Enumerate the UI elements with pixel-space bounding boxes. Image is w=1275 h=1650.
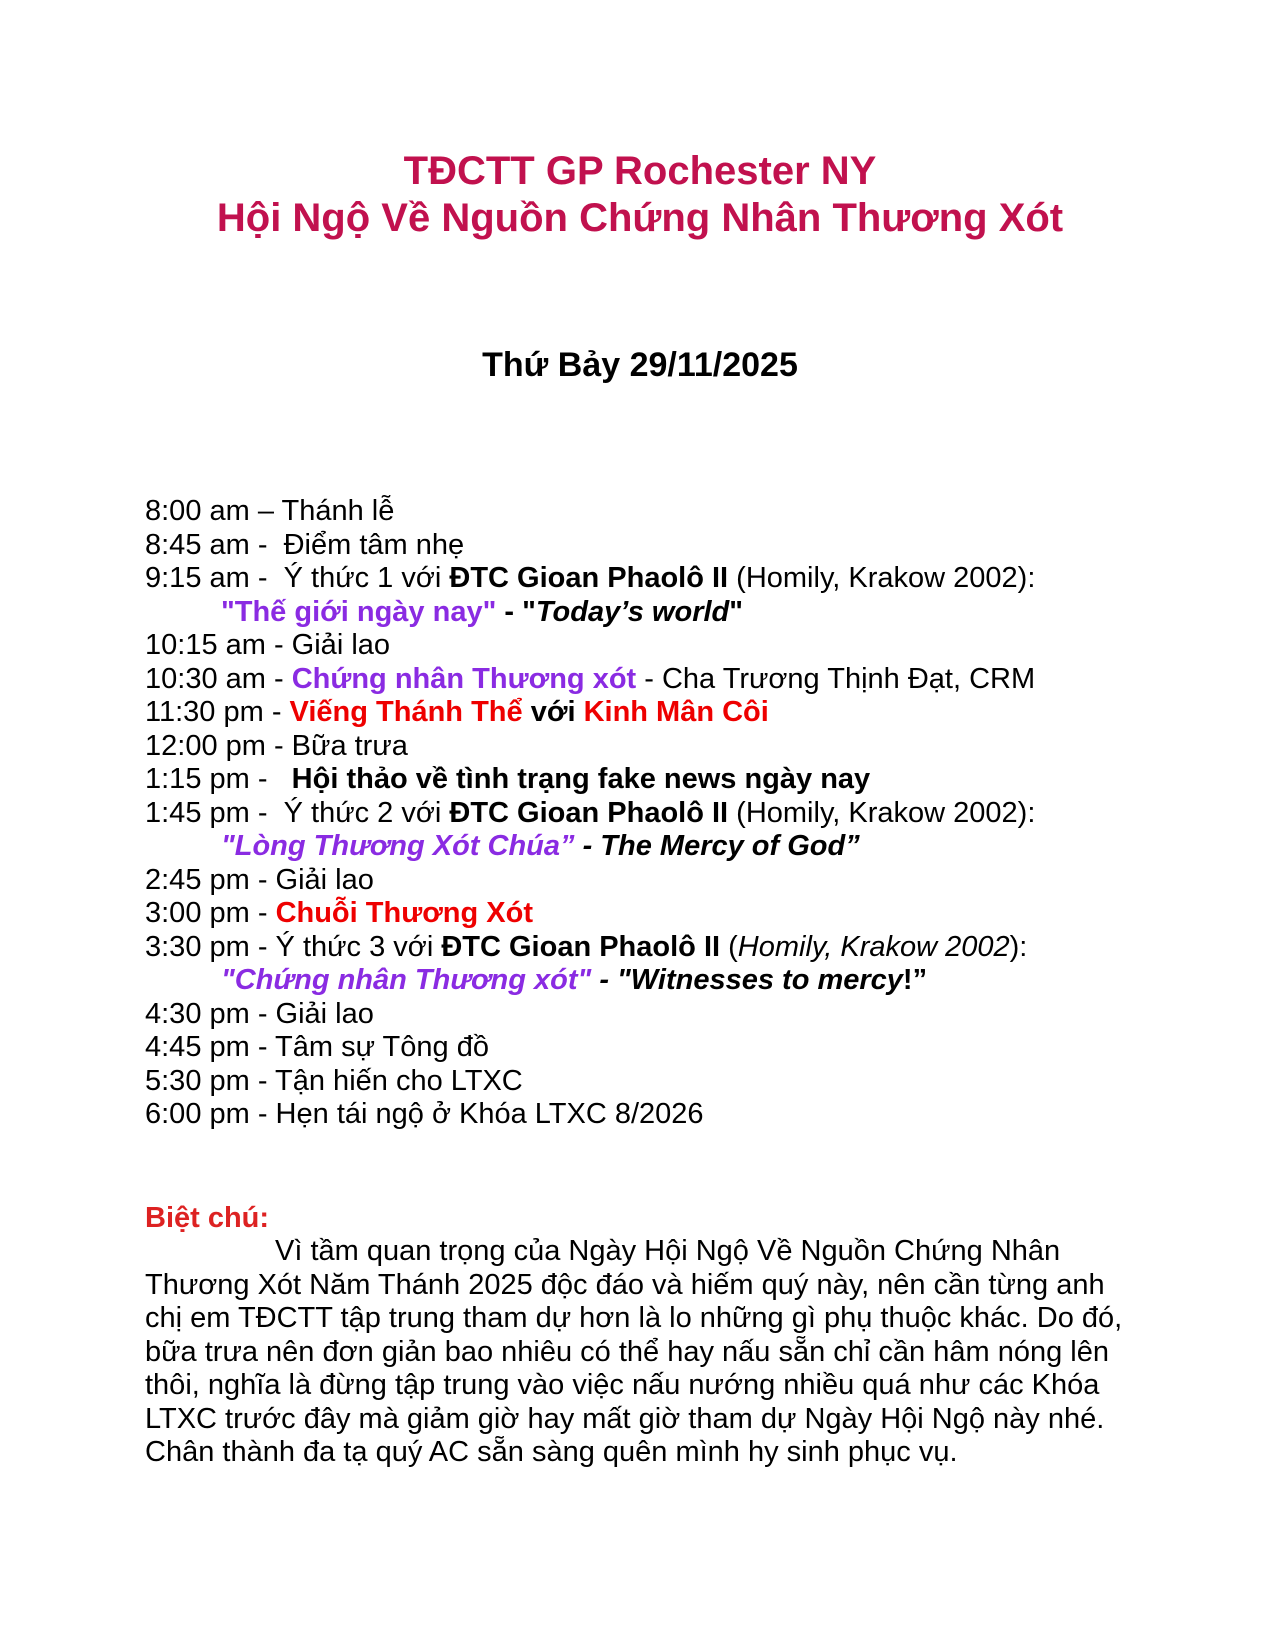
text-segment: Today’s world	[535, 595, 730, 628]
text-segment: 8:45 am - Điểm tâm nhẹ	[145, 528, 465, 561]
schedule-line	[145, 1065, 1135, 1099]
text-segment: ):	[1009, 930, 1028, 963]
text-segment: - "	[496, 595, 536, 628]
text-segment: 9:15 am - Ý thức 1 với	[145, 562, 450, 595]
text-segment: với	[522, 696, 584, 729]
text-segment: Kinh Mân Côi	[583, 696, 769, 729]
note-body: Vì tầm quan trọng của Ngày Hội Ngộ Về Nguồn Chứng Nhân Thương Xót Năm Thánh 2025 độc đáo và hiếm quý này, nên cần từng anh chị em TĐCTT tập trung tham dự hơn là lo những gì phụ thuộc khác. Do đó, bữa trưa nên đơn giản bao nhiêu có thể hay nấu sẵn chỉ cần hâm nóng lên thôi, nghĩa là đừng tập trung vào việc nấu nướng nhiều quá như các Khóa LTXC trước đây mà giảm giờ hay mất giờ tham dự Ngày Hội Ngộ này nhé. Chân thành đa tạ quý AC sẵn sàng quên mình hy sinh phục vụ.	[145, 1235, 1123, 1469]
schedule-line	[145, 495, 1135, 529]
schedule-line	[145, 931, 1135, 965]
text-segment: Homily, Krakow 2002	[737, 930, 1010, 963]
text-segment: (	[720, 930, 738, 963]
schedule-line	[145, 1098, 1135, 1132]
text-segment: - "Witnesses to mercy	[591, 964, 903, 997]
schedule-line	[145, 998, 1135, 1032]
schedule-line	[145, 596, 1135, 630]
text-segment: "Lòng Thương Xót Chúa”	[221, 830, 575, 863]
text-segment: 3:30 pm - Ý thức 3 với	[145, 930, 442, 963]
text-segment: 8:00 am – Thánh lễ	[145, 495, 395, 528]
text-segment: (Homily, Krakow 2002):	[728, 562, 1036, 595]
note-section	[145, 1202, 1135, 1470]
text-segment: 2:45 pm - Giải lao	[145, 863, 374, 896]
schedule-list	[145, 495, 1135, 1132]
text-segment: Hội thảo về tình trạng fake news ngày nay	[291, 763, 871, 796]
text-segment: 3:00 pm -	[145, 897, 276, 930]
text-segment: 4:45 pm - Tâm sự Tông đồ	[145, 1031, 489, 1064]
schedule-line	[145, 629, 1135, 663]
schedule-line	[145, 730, 1135, 764]
text-segment: ĐTC Gioan Phaolô II	[441, 930, 721, 963]
text-segment: 5:30 pm - Tận hiến cho LTXC	[145, 1064, 523, 1097]
text-segment: "Thế giới ngày nay"	[221, 595, 497, 628]
note-label: Biệt chú:	[145, 1201, 270, 1234]
schedule-line	[145, 529, 1135, 563]
text-segment: ĐTC Gioan Phaolô II	[449, 796, 729, 829]
text-segment: "	[729, 595, 743, 628]
text-segment: - Cha Trương Thịnh Đạt, CRM	[636, 662, 1036, 695]
document-header	[145, 148, 1135, 385]
text-segment: ĐTC Gioan Phaolô II	[449, 562, 729, 595]
text-segment: 6:00 pm - Hẹn tái ngộ ở Khóa LTXC 8/2026	[145, 1098, 704, 1131]
schedule-line	[145, 696, 1135, 730]
date-heading: Thứ Bảy 29/11/2025	[482, 346, 798, 385]
schedule-line	[145, 964, 1135, 998]
schedule-line	[145, 663, 1135, 697]
text-segment: 4:30 pm - Giải lao	[145, 997, 374, 1030]
schedule-line	[145, 797, 1135, 831]
text-segment: 12:00 pm - Bữa trưa	[145, 729, 408, 762]
schedule-line	[145, 1031, 1135, 1065]
text-segment: 10:15 am - Giải lao	[145, 629, 391, 662]
text-segment: 11:30 pm -	[145, 696, 290, 729]
schedule-line	[145, 864, 1135, 898]
text-segment: - The Mercy of God”	[574, 830, 860, 863]
text-segment: 1:45 pm - Ý thức 2 với	[145, 796, 450, 829]
text-segment: 1:15 pm -	[145, 763, 292, 796]
schedule-line	[145, 897, 1135, 931]
schedule-line	[145, 830, 1135, 864]
schedule-line	[145, 763, 1135, 797]
text-segment: Viếng Thánh Thể	[289, 696, 523, 729]
text-segment: !”	[902, 964, 928, 997]
schedule-line	[145, 562, 1135, 596]
title-line-2: Hội Ngộ Về Nguồn Chứng Nhân Thương Xót	[216, 196, 1064, 241]
text-segment: Chứng nhân Thương xót	[291, 662, 637, 695]
text-segment: (Homily, Krakow 2002):	[728, 796, 1036, 829]
text-segment: Chuỗi Thương Xót	[275, 897, 534, 930]
document-title	[145, 148, 1135, 242]
text-segment: 10:30 am -	[145, 662, 292, 695]
title-line-1: TĐCTT GP Rochester NY	[403, 149, 877, 193]
text-segment: "Chứng nhân Thương xót"	[221, 964, 592, 997]
